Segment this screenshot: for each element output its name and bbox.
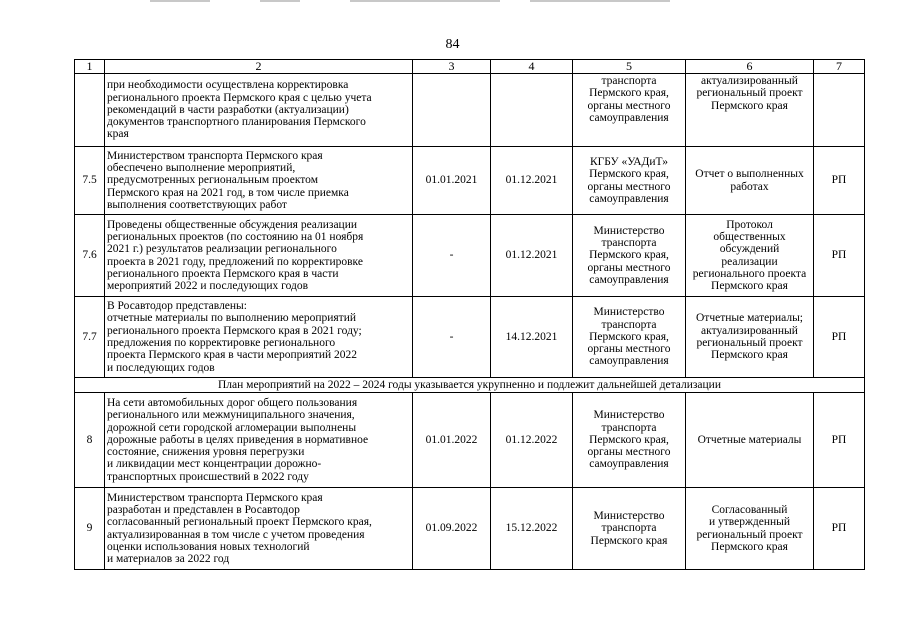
end-date xyxy=(491,74,573,147)
responsible: Министерство транспорта Пермского края, органы местного самоуправления xyxy=(573,297,686,378)
start-date: - xyxy=(413,215,491,297)
doc-type: РП xyxy=(814,297,865,378)
responsible: транспорта Пермского края, органы местного самоуправления xyxy=(573,74,686,147)
responsible: КГБУ «УАДиТ» Пермского края, органы местного самоуправления xyxy=(573,147,686,215)
col-header: 4 xyxy=(491,60,573,74)
table-row xyxy=(75,393,865,488)
row-number: 7.5 xyxy=(75,147,105,215)
start-date: 01.01.2021 xyxy=(413,147,491,215)
end-date: 15.12.2022 xyxy=(491,488,573,570)
activity-text: при необходимости осуществлена корректировка регионального проекта Пермского края с целью учета рекомендаций в части разработки (актуализации) документов транспортного планирования Пермского края xyxy=(105,74,413,147)
col-header: 3 xyxy=(413,60,491,74)
row-number: 7.7 xyxy=(75,297,105,378)
activity-text: Проведены общественные обсуждения реализации региональных проектов (по состоянию на 01 ноября 2021 г.) результатов реализации регионального проекта в 2021 году, предложений по корректировке регионального проекта Пермского края в части мероприятий 2022 и последующих годов xyxy=(105,215,413,297)
activity-text: В Росавтодор представлены: отчетные материалы по выполнению мероприятий регионального проекта Пермского края в 2021 году; предложения по корректировке регионального проекта Пермского края в части мероприятий 2022 и последующих годов xyxy=(105,297,413,378)
col-header: 2 xyxy=(105,60,413,74)
doc-type: РП xyxy=(814,393,865,488)
doc-type: РП xyxy=(814,215,865,297)
section-row xyxy=(75,378,865,393)
responsible: Министерство транспорта Пермского края, органы местного самоуправления xyxy=(573,215,686,297)
plan-table xyxy=(74,59,865,570)
col-header: 6 xyxy=(686,60,814,74)
row-number xyxy=(75,74,105,147)
activity-text: Министерством транспорта Пермского края разработан и представлен в Росавтодор согласованный региональный проект Пермского края, актуализированная в том числе с учетом проведения оценки использования новых технологий и материалов за 2022 год xyxy=(105,488,413,570)
start-date: 01.09.2022 xyxy=(413,488,491,570)
col-header: 5 xyxy=(573,60,686,74)
result: актуализированный региональный проект Пермского края xyxy=(686,74,814,147)
row-number: 7.6 xyxy=(75,215,105,297)
table-row xyxy=(75,74,865,147)
start-date: 01.01.2022 xyxy=(413,393,491,488)
result: Отчет о выполненных работах xyxy=(686,147,814,215)
table-row xyxy=(75,215,865,297)
responsible: Министерство транспорта Пермского края, органы местного самоуправления xyxy=(573,393,686,488)
result: Протокол общественных обсуждений реализации регионального проекта Пермского края xyxy=(686,215,814,297)
header-row xyxy=(75,60,865,74)
result: Согласованный и утвержденный региональный проект Пермского края xyxy=(686,488,814,570)
activity-text: Министерством транспорта Пермского края обеспечено выполнение мероприятий, предусмотренных региональным проектом Пермского края на 2021 год, в том числе приемка выполнения соответствующих работ xyxy=(105,147,413,215)
table-row xyxy=(75,297,865,378)
row-number: 9 xyxy=(75,488,105,570)
row-number: 8 xyxy=(75,393,105,488)
end-date: 01.12.2022 xyxy=(491,393,573,488)
responsible: Министерство транспорта Пермского края xyxy=(573,488,686,570)
table-row xyxy=(75,488,865,570)
end-date: 01.12.2021 xyxy=(491,147,573,215)
end-date: 01.12.2021 xyxy=(491,215,573,297)
end-date: 14.12.2021 xyxy=(491,297,573,378)
activity-text: На сети автомобильных дорог общего пользования регионального или межмуниципального значения, дорожной сети городской агломерации выполнены дорожные работы в целях приведения в нормативное состояние, снижения уровня перегрузки и ликвидации мест концентрации дорожно- транспортных происшествий в 2022 году xyxy=(105,393,413,488)
start-date: - xyxy=(413,297,491,378)
section-heading: План мероприятий на 2022 – 2024 годы указывается укрупненно и подлежит дальнейшей детализации xyxy=(75,378,865,393)
col-header: 1 xyxy=(75,60,105,74)
result: Отчетные материалы xyxy=(686,393,814,488)
table-row xyxy=(75,147,865,215)
page-number: 84 xyxy=(445,37,460,52)
col-header: 7 xyxy=(814,60,865,74)
doc-type: РП xyxy=(814,488,865,570)
result: Отчетные материалы; актуализированный региональный проект Пермского края xyxy=(686,297,814,378)
start-date xyxy=(413,74,491,147)
doc-type: РП xyxy=(814,147,865,215)
doc-type xyxy=(814,74,865,147)
scan-artifact xyxy=(150,0,670,3)
